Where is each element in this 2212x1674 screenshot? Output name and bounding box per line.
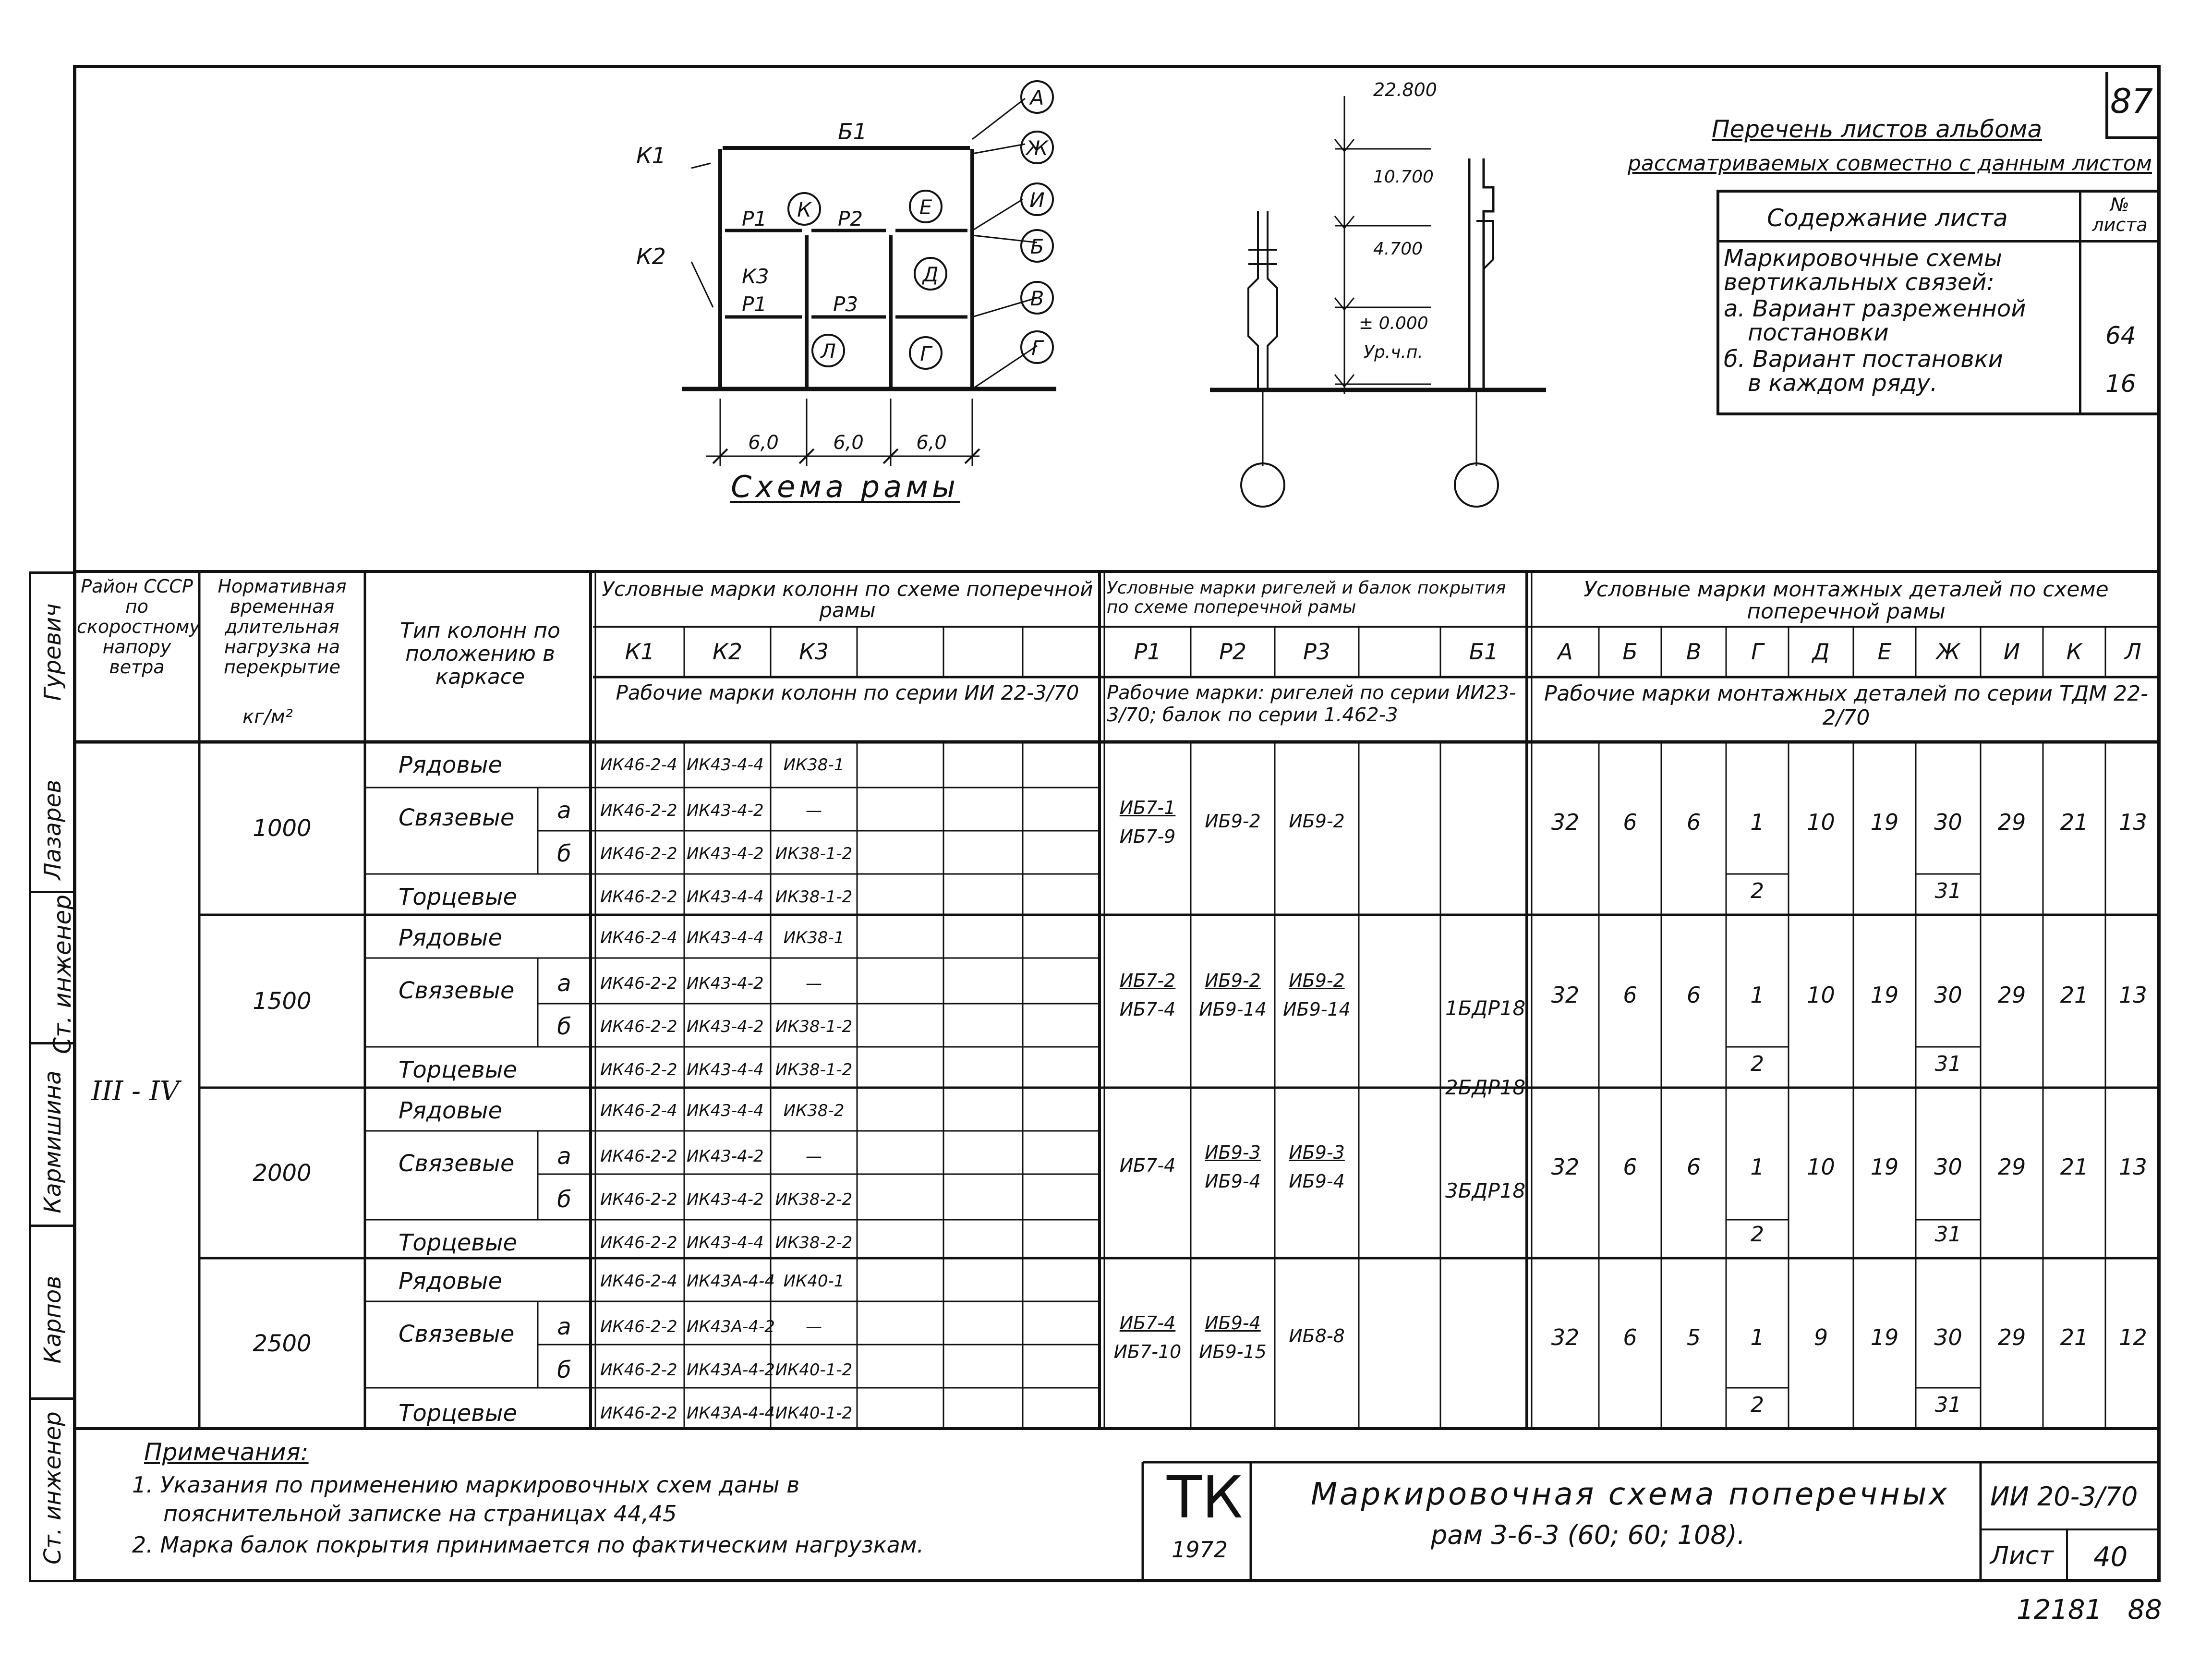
side-stamp-text: Карпов — [39, 1275, 66, 1364]
title-block-sheet-number: 40 — [2093, 1541, 2128, 1573]
circle-label: В — [1030, 287, 1044, 310]
detail-value: 6 — [1623, 809, 1637, 835]
column-mark: ИК46-2-4 — [600, 1101, 677, 1120]
related-line: вертикальных связей: — [1724, 269, 1994, 296]
header-beam-series: Рабочие марки: ригелей по серии ИИ23-3/70; балок по серии 1.462-3 — [1107, 682, 1516, 726]
detail-value: 6 — [1623, 982, 1637, 1008]
beam-mark: ИБ9-2 — [1205, 970, 1261, 991]
column-mark: ИК38-2-2 — [775, 1233, 853, 1252]
beam-mark: ИБ7-9 — [1119, 826, 1176, 847]
side-stamp-text: Кармишина — [39, 1070, 66, 1213]
related-col-number: № листа — [2092, 194, 2148, 235]
related-number: 64 — [2105, 322, 2136, 350]
header-column-marks: Условные марки колонн по схеме поперечной рамы — [602, 577, 1093, 622]
detail-value: 30 — [1934, 1324, 1962, 1350]
column-key: К3 — [799, 639, 829, 665]
detail-value: 29 — [1997, 1324, 2026, 1350]
column-mark: ИК38-1-2 — [775, 887, 853, 907]
detail-value: 13 — [2119, 1153, 2147, 1180]
title-block-year: 1972 — [1172, 1537, 1228, 1563]
corner-number: 87 — [2110, 82, 2153, 121]
detail-value: 9 — [1813, 1324, 1828, 1350]
title-block-logo: ТК — [1167, 1465, 1243, 1531]
beam-mark: ИБ9-4 — [1289, 1170, 1345, 1192]
detail-value: 5 — [1686, 1324, 1701, 1350]
detail-key: Б — [1622, 639, 1638, 665]
column-mark: ИК46-2-2 — [600, 1017, 677, 1036]
beam-label: Р3 — [833, 292, 858, 316]
load-value: 2000 — [253, 1159, 312, 1187]
circle-label: Л — [821, 340, 836, 363]
column-mark: ИК43-4-4 — [687, 755, 764, 775]
column-mark: ИК46-2-2 — [600, 974, 677, 993]
header-region: Район СССР по скоростному напору ветра — [77, 576, 200, 678]
title-block-sheet-label: Лист — [1990, 1541, 2054, 1570]
column-mark: ИК40-1-2 — [775, 1360, 853, 1380]
detail-value: 30 — [1934, 809, 1962, 835]
notes-title: Примечания: — [144, 1438, 309, 1466]
column-mark: ИК43А-4-2 — [687, 1360, 775, 1380]
detail-value: 29 — [1997, 809, 2026, 835]
circle-label: Г — [920, 342, 931, 365]
side-stamp-text: Ст. инженер — [39, 1411, 66, 1565]
b1-value: 1БДР18 — [1445, 996, 1526, 1020]
note-line: пояснительной записке на страницах 44,45 — [163, 1501, 677, 1527]
elevation-label: ± 0.000 — [1359, 314, 1428, 333]
region-value: III - IV — [91, 1076, 180, 1107]
related-title-1: Перечень листов альбома — [1712, 115, 2043, 143]
beam-mark: ИБ7-1 — [1119, 797, 1176, 818]
row-subtype: а — [557, 797, 571, 824]
beam-mark: ИБ9-15 — [1199, 1341, 1267, 1362]
column-mark: ИК43-4-4 — [687, 928, 764, 947]
elevation-label: 10.700 — [1373, 167, 1434, 187]
column-mark: ИК43-4-4 — [687, 1233, 764, 1252]
beam-mark: ИБ9-14 — [1199, 999, 1267, 1020]
detail-value: 29 — [1997, 982, 2026, 1008]
column-mark: ИК43-4-2 — [687, 974, 764, 993]
load-value: 1000 — [253, 815, 312, 842]
related-line: б. Вариант постановки — [1724, 346, 2003, 373]
beam-mark: ИБ9-4 — [1205, 1170, 1261, 1192]
related-number: 16 — [2105, 370, 2136, 398]
column-mark: ИК46-2-2 — [600, 1360, 677, 1380]
detail-value: 31 — [1934, 879, 1962, 903]
column-mark: ИК43А-4-4 — [687, 1272, 775, 1291]
column-mark: — — [806, 1147, 822, 1166]
column-mark: ИК38-1-2 — [775, 844, 853, 863]
beam-mark: ИБ8-8 — [1289, 1325, 1345, 1346]
detail-value: 31 — [1934, 1222, 1962, 1247]
detail-value: 2 — [1751, 1052, 1764, 1076]
span-label: 6,0 — [833, 432, 864, 454]
beam-key: Р3 — [1303, 639, 1330, 665]
column-mark: ИК40-1 — [783, 1272, 845, 1291]
side-stamp-text: Гуревич — [39, 603, 66, 701]
column-label: К1 — [636, 143, 666, 169]
detail-value: 21 — [2060, 809, 2089, 835]
header-load: Нормативная временная длительная нагрузка на перекрытие — [218, 576, 347, 678]
beam-key: Р2 — [1219, 639, 1246, 665]
column-mark: ИК40-1-2 — [775, 1404, 853, 1423]
column-mark: ИК43-4-4 — [687, 887, 764, 907]
row-subtype: б — [557, 1357, 571, 1383]
row-subtype: а — [557, 1313, 571, 1340]
column-mark: ИК43-4-2 — [687, 844, 764, 863]
related-line: постановки — [1748, 319, 1889, 346]
beam-mark: ИБ7-4 — [1119, 1155, 1176, 1176]
detail-key: Е — [1877, 639, 1892, 665]
column-mark: ИК38-1 — [783, 755, 845, 775]
title-block-title: рам 3-6-3 (60; 60; 108). — [1431, 1520, 1745, 1550]
column-mark: ИК43-4-2 — [687, 1190, 764, 1209]
detail-value: 10 — [1807, 1153, 1835, 1180]
b1-value: 3БДР18 — [1445, 1179, 1526, 1202]
row-type: Торцевые — [399, 1056, 518, 1083]
column-mark: ИК46-2-2 — [600, 1317, 677, 1336]
column-mark: ИК46-2-2 — [600, 1060, 677, 1080]
detail-value: 10 — [1807, 809, 1835, 835]
row-type: Рядовые — [399, 1097, 503, 1124]
scheme-title: Схема рамы — [731, 469, 959, 504]
column-mark: ИК46-2-4 — [600, 1272, 677, 1291]
detail-value: 19 — [1870, 809, 1899, 835]
circle-label: Б — [1030, 235, 1044, 258]
column-mark: ИК46-2-2 — [600, 801, 677, 820]
circle-label: К — [797, 198, 811, 221]
side-stamp-text: Ст. инженер — [48, 895, 76, 1055]
note-line: 1. Указания по применению маркировочных схем даны в — [132, 1472, 800, 1498]
detail-key: Ж — [1936, 639, 1960, 665]
row-type: Связевые — [399, 977, 515, 1004]
detail-value: 19 — [1870, 1324, 1899, 1350]
circle-label: Ж — [1026, 136, 1048, 160]
detail-value: 6 — [1686, 1153, 1701, 1180]
detail-value: 30 — [1934, 982, 1962, 1008]
load-value: 1500 — [253, 988, 312, 1015]
column-mark: — — [806, 801, 822, 820]
row-subtype: а — [557, 970, 571, 997]
related-line: а. Вариант разреженной — [1724, 295, 2026, 322]
detail-value: 1 — [1750, 982, 1765, 1008]
side-stamp-text: Лазарев — [39, 779, 66, 880]
detail-key: А — [1558, 639, 1573, 665]
column-mark: ИК46-2-4 — [600, 928, 677, 947]
row-subtype: а — [557, 1143, 571, 1170]
elevation-label: Ур.ч.п. — [1364, 342, 1423, 362]
bottom-numbers: 12181 88 — [2017, 1594, 2162, 1625]
column-key: К1 — [625, 639, 655, 665]
beam-mark: ИБ7-4 — [1119, 1312, 1176, 1334]
row-subtype: б — [557, 1186, 571, 1213]
row-subtype: б — [557, 1013, 571, 1040]
span-label: 6,0 — [916, 432, 947, 454]
detail-value: 31 — [1934, 1052, 1962, 1076]
detail-value: 2 — [1751, 1222, 1764, 1247]
load-value: 2500 — [253, 1330, 312, 1357]
related-line: Маркировочные схемы — [1724, 245, 2002, 272]
column-mark: ИК43-4-2 — [687, 1017, 764, 1036]
beam-label: Р1 — [742, 292, 767, 316]
header-column-series: Рабочие марки колонн по серии ИИ 22-3/70 — [616, 681, 1079, 704]
detail-value: 31 — [1934, 1393, 1962, 1417]
row-type: Торцевые — [399, 884, 518, 910]
detail-value: 6 — [1686, 982, 1701, 1008]
detail-key: Д — [1812, 639, 1830, 665]
beam-key: Р1 — [1134, 639, 1161, 665]
column-mark: ИК46-2-2 — [600, 887, 677, 907]
circle-label: Г — [1031, 336, 1043, 360]
header-type: Тип колонн по положению в каркасе — [400, 619, 560, 689]
detail-value: 12 — [2119, 1324, 2147, 1350]
column-key: К2 — [713, 639, 742, 665]
column-mark: ИК38-1-2 — [775, 1060, 853, 1080]
column-mark: ИК43-4-2 — [687, 1147, 764, 1166]
detail-value: 10 — [1807, 982, 1835, 1008]
column-mark: ИК46-2-2 — [600, 1233, 677, 1252]
beam-mark: ИБ9-2 — [1205, 810, 1261, 832]
circle-label: И — [1029, 188, 1045, 212]
row-type: Рядовые — [399, 752, 503, 778]
header-detail-marks: Условные марки монтажных деталей по схеме поперечной рамы — [1583, 577, 2109, 624]
detail-value: 1 — [1750, 809, 1765, 835]
column-mark: ИК38-1-2 — [775, 1017, 853, 1036]
detail-value: 6 — [1623, 1153, 1637, 1180]
span-label: 6,0 — [748, 432, 779, 454]
note-line: 2. Марка балок покрытия принимается по фактическим нагрузкам. — [132, 1532, 924, 1558]
detail-value: 13 — [2119, 982, 2147, 1008]
related-col-content: Содержание листа — [1767, 204, 2008, 232]
beam-mark: ИБ9-3 — [1289, 1141, 1345, 1163]
title-block-title: Маркировочная схема поперечных — [1311, 1477, 1950, 1512]
header-detail-series: Рабочие марки монтажных деталей по серии ТДМ 22-2/70 — [1544, 681, 2149, 730]
detail-value: 2 — [1751, 879, 1764, 903]
beam-mark: ИБ7-2 — [1119, 970, 1176, 991]
column-mark: — — [806, 1317, 822, 1336]
circle-label: Е — [919, 195, 932, 219]
detail-value: 32 — [1551, 1324, 1580, 1350]
detail-value: 32 — [1551, 1153, 1580, 1180]
row-type: Рядовые — [399, 1268, 503, 1295]
b1-value: 2БДР18 — [1445, 1076, 1526, 1099]
column-mark: ИК38-2-2 — [775, 1190, 853, 1209]
related-title-2: рассматриваемых совместно с данным листом — [1628, 151, 2152, 176]
beam-label: Р2 — [838, 207, 863, 230]
row-type: Рядовые — [399, 924, 503, 951]
elevation-label: 4.700 — [1373, 239, 1423, 259]
circle-label: А — [1030, 86, 1044, 109]
column-mark: — — [806, 974, 822, 993]
beam-label: Б1 — [838, 119, 867, 145]
detail-value: 21 — [2060, 982, 2089, 1008]
detail-value: 13 — [2119, 809, 2147, 835]
column-mark: ИК43А-4-4 — [687, 1404, 775, 1423]
detail-value: 30 — [1934, 1153, 1962, 1180]
column-mark: ИК46-2-2 — [600, 1190, 677, 1209]
detail-value: 32 — [1551, 809, 1580, 835]
detail-value: 21 — [2060, 1324, 2089, 1350]
row-type: Связевые — [399, 804, 515, 831]
beam-mark: ИБ9-2 — [1289, 810, 1345, 832]
column-mark: ИК46-2-4 — [600, 755, 677, 775]
detail-value: 21 — [2060, 1153, 2089, 1180]
beam-mark: ИБ9-4 — [1205, 1312, 1261, 1334]
row-subtype: б — [557, 840, 571, 867]
detail-key: Г — [1751, 639, 1764, 665]
beam-key: Б1 — [1469, 639, 1499, 665]
row-type: Торцевые — [399, 1400, 518, 1427]
detail-key: Л — [2125, 639, 2141, 665]
detail-value: 1 — [1750, 1324, 1765, 1350]
beam-mark: ИБ9-2 — [1289, 970, 1345, 991]
column-mark: ИК43-4-4 — [687, 1060, 764, 1080]
header-beam-marks: Условные марки ригелей и балок покрытия по схеме поперечной рамы — [1107, 578, 1506, 617]
beam-mark: ИБ9-14 — [1283, 999, 1351, 1020]
detail-key: К — [2066, 639, 2082, 665]
header-load-unit: кг/м² — [242, 706, 293, 728]
related-line: в каждом ряду. — [1748, 370, 1938, 397]
elevation-label: 22.800 — [1373, 79, 1437, 100]
detail-key: И — [2003, 639, 2020, 665]
beam-mark: ИБ7-4 — [1119, 999, 1176, 1020]
column-mark: ИК46-2-2 — [600, 844, 677, 863]
detail-value: 32 — [1551, 982, 1580, 1008]
detail-value: 19 — [1870, 1153, 1899, 1180]
column-mark: ИК43А-4-2 — [687, 1317, 775, 1336]
detail-key: В — [1686, 639, 1702, 665]
row-type: Связевые — [399, 1150, 515, 1177]
column-mark: ИК43-4-4 — [687, 1101, 764, 1120]
detail-value: 6 — [1623, 1324, 1637, 1350]
column-label: К3 — [742, 265, 769, 288]
column-mark: ИК38-2 — [783, 1101, 845, 1120]
column-mark: ИК38-1 — [783, 928, 845, 947]
column-mark: ИК46-2-2 — [600, 1147, 677, 1166]
beam-mark: ИБ7-10 — [1113, 1341, 1182, 1362]
column-mark: ИК46-2-2 — [600, 1404, 677, 1423]
beam-mark: ИБ9-3 — [1205, 1141, 1261, 1163]
column-mark: ИК43-4-2 — [687, 801, 764, 820]
detail-value: 29 — [1997, 1153, 2026, 1180]
beam-label: Р1 — [742, 207, 767, 230]
detail-value: 1 — [1750, 1153, 1765, 1180]
column-label: К2 — [636, 243, 666, 269]
detail-value: 2 — [1751, 1393, 1764, 1417]
detail-value: 19 — [1870, 982, 1899, 1008]
title-block-series: ИИ 20-3/70 — [1990, 1481, 2138, 1512]
row-type: Торцевые — [399, 1229, 518, 1256]
row-type: Связевые — [399, 1321, 515, 1347]
detail-value: 6 — [1686, 809, 1701, 835]
circle-label: Д — [922, 263, 939, 286]
